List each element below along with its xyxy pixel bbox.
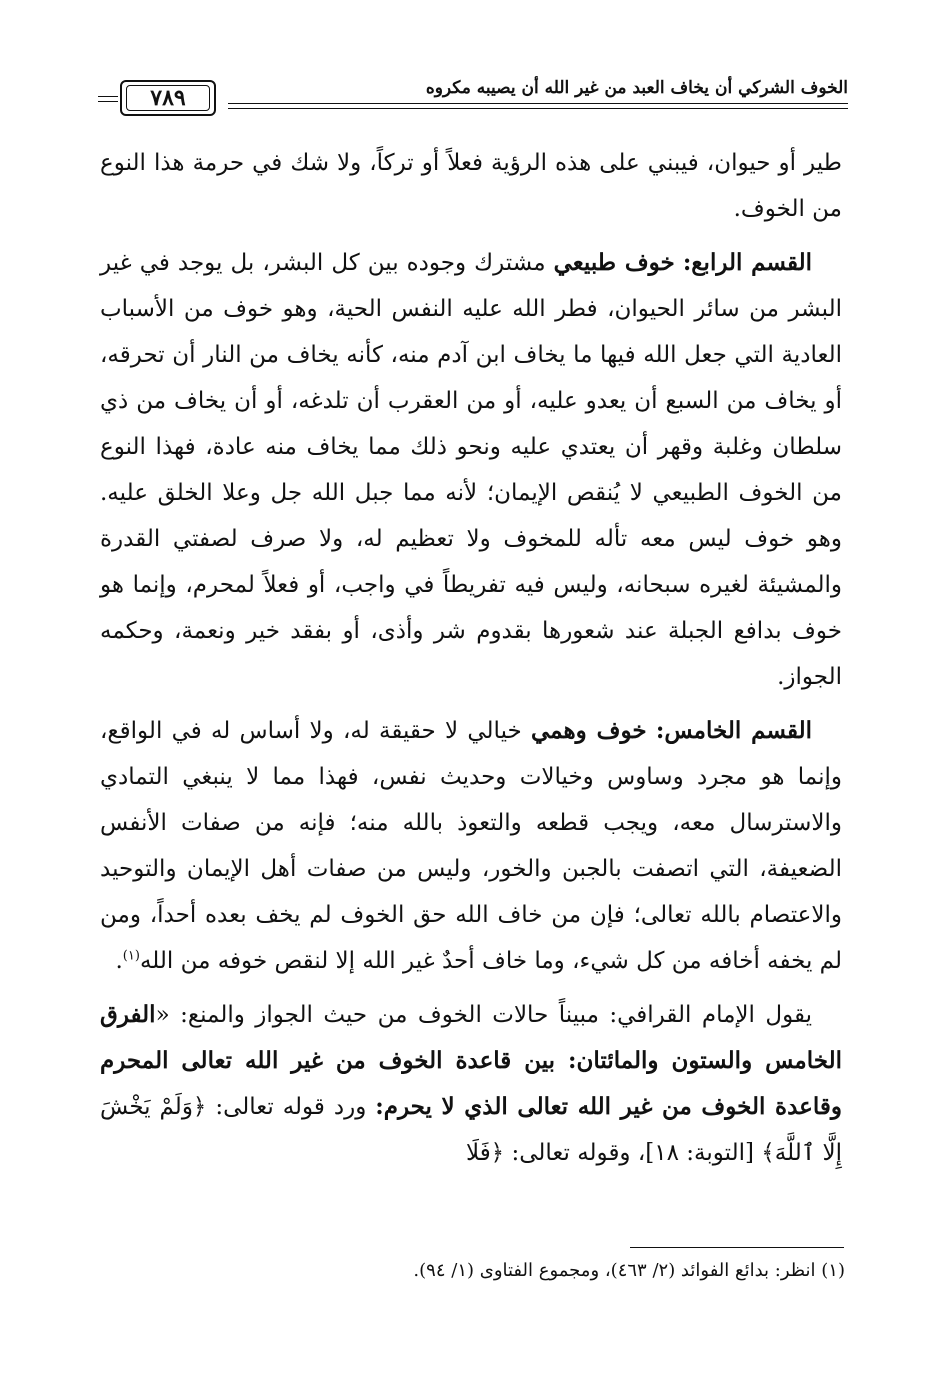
term-imaginary-fear: خوف وهمي	[530, 717, 647, 744]
main-text	[100, 140, 842, 1184]
footnote-separator	[630, 1247, 844, 1248]
paragraph-1: طير أو حيوان، فيبني على هذه الرؤية فعلاً أو تركاً، ولا شك في حرمة هذا النوع من الخوف.	[100, 150, 842, 222]
page-number: ٧٨٩	[150, 85, 186, 111]
paragraph-3	[100, 708, 842, 984]
footnote: (١) انظر: بدائع الفوائد (٢/ ٤٦٣)، ومجموع الفتاوى (١/ ٩٤).	[413, 1260, 845, 1281]
page-header	[98, 72, 848, 118]
header-side-line	[98, 101, 118, 102]
header-rule	[228, 103, 848, 104]
paragraph-2	[100, 240, 842, 700]
paragraph-4-intro: يقول الإمام القرافي: مبيناً حالات الخوف من حيث الجواز والمنع: «	[155, 1002, 812, 1028]
paragraph-4-bold-quote: الفرق الخامس والستون والمائتان: بين قاعدة الخوف من غير الله تعالى المحرم وقاعدة الخوف من غير الله تعالى الذي لا يحرم:	[100, 1001, 842, 1120]
section-heading-5: القسم الخامس:	[655, 717, 813, 744]
header-rule	[228, 108, 848, 109]
paragraph-3-text: خيالي لا حقيقة له، ولا أساس له في الواقع، وإنما هو مجرد وساوس وخيالات وحديث نفس، فهذا مما لا ينبغي التمادي والاسترسال معه، ويجب قطعه والتعوذ بالله منه؛ فإنه من صفات الأنفس الضعيفة، التي اتصفت بالجبن والخور، وليس من صفات أهل الإيمان والتوحيد والاعتصام بالله تعالى؛ فإن من خاف الله حق الخوف لم يخف بعده أحداً، ومن لم يخفه أخافه من كل شيء، وما خاف أحدٌ غير الله إلا لنقص خوفه من الله	[100, 718, 842, 974]
paragraph-4-verse-text: ورد قوله تعالى: ﴿وَلَمْ يَخْشَ إِلَّا ٱللَّهَ﴾ [التوبة: ١٨]، وقوله تعالى: ﴿فَلَا	[100, 1094, 842, 1166]
running-title: الخوف الشركي أن يخاف العبد من غير الله أن يصيبه مكروه	[425, 78, 848, 98]
page-number-frame	[120, 80, 216, 116]
paragraph-2-text: مشترك وجوده بين كل البشر، بل يوجد في غير البشر من سائر الحيوان، فطر الله عليه النفس الحية، وهو خوف من الأسباب العادية التي جعل الله فيها ما يخاف ابن آدم منه، كأنه يخاف من النار أن تحرقه، أو يخاف من السبع أن يعدو عليه، أو من العقرب أن تلدغه، أو أن يخاف من ذي سلطان وغلبة وقهر أن يعتدي عليه ونحو ذلك مما يخاف منه عادة، فهذا النوع من الخوف الطبيعي لا يُنقص الإيمان؛ لأنه مما جبل الله جل وعلا الخلق عليه. وهو خوف ليس معه تأله للمخوف ولا تعظيم له، ولا صرف لصفتي القدرة والمشيئة لغيره سبحانه، وليس فيه تفريطاً في واجب، أو فعلاً لمحرم، وإنما هو خوف بدافع الجبلة عند شعورها بقدوم شر وأذى، أو بفقد خير ونعمة، وحكمه الجواز.	[100, 250, 842, 690]
header-side-line	[98, 96, 118, 97]
paragraph-4	[100, 992, 842, 1176]
term-natural-fear: خوف طبيعي	[553, 249, 675, 276]
section-heading-4: القسم الرابع:	[682, 249, 813, 276]
paragraph-3-end: .	[115, 948, 123, 974]
footnote-reference[interactable]: (١)	[122, 948, 140, 964]
